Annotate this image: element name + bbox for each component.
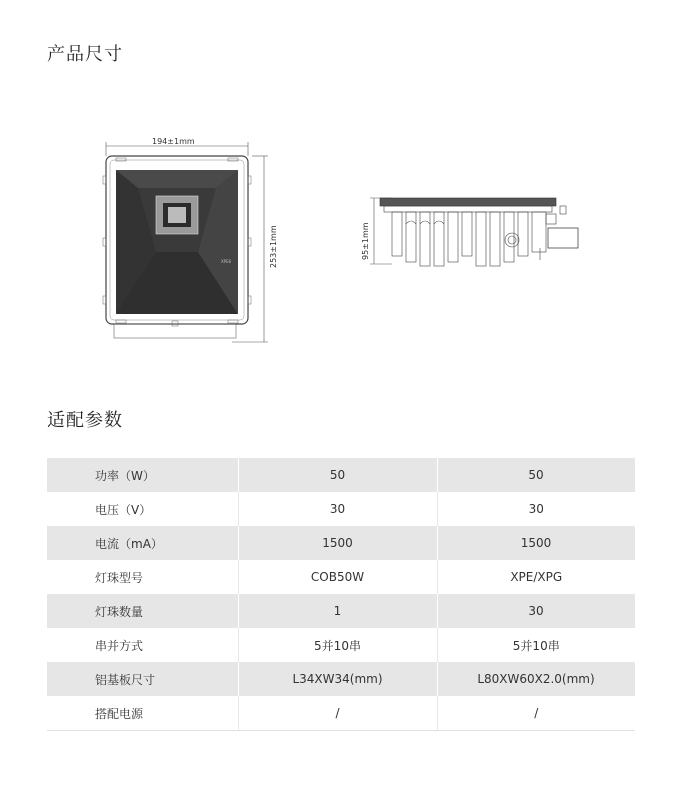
value-cell: XPE/XPG [437,560,635,594]
value-cell: / [437,696,635,731]
side-view-drawing [352,188,592,288]
value-cell: L80XW60X2.0(mm) [437,662,635,696]
table-row [47,662,635,696]
section-title-product-size: 产品尺寸 [47,44,123,65]
value-cell: 30 [437,594,635,628]
value-cell: 1500 [437,526,635,560]
row-label: 灯珠数量 [47,594,238,628]
depth-dimension-label: 95±1mm [361,222,370,260]
front-view-drawing [92,128,292,360]
model-mark: XPE6 [221,259,232,264]
value-cell: L34XW34(mm) [238,662,437,696]
value-cell: 1500 [238,526,437,560]
row-label: 电压（V） [47,492,238,526]
table-row [47,492,635,526]
value-cell: COB50W [238,560,437,594]
value-cell: 5并10串 [238,628,437,662]
row-label: 功率（W） [47,458,238,492]
row-label: 铝基板尺寸 [47,662,238,696]
value-cell: 30 [437,492,635,526]
table-row [47,696,635,731]
table-row [47,594,635,628]
table-row [47,560,635,594]
row-label: 搭配电源 [47,696,238,731]
value-cell: 5并10串 [437,628,635,662]
table-row [47,628,635,662]
value-cell: 30 [238,492,437,526]
value-cell: 1 [238,594,437,628]
value-cell: / [238,696,437,731]
table-row [47,458,635,492]
value-cell: 50 [437,458,635,492]
row-label: 电流（mA） [47,526,238,560]
section-title-parameters: 适配参数 [47,410,123,431]
table-row [47,526,635,560]
value-cell: 50 [238,458,437,492]
row-label: 串并方式 [47,628,238,662]
row-label: 灯珠型号 [47,560,238,594]
height-dimension-label: 253±1mm [269,225,278,268]
parameters-table [47,458,636,731]
width-dimension-label: 194±1mm [152,137,195,146]
